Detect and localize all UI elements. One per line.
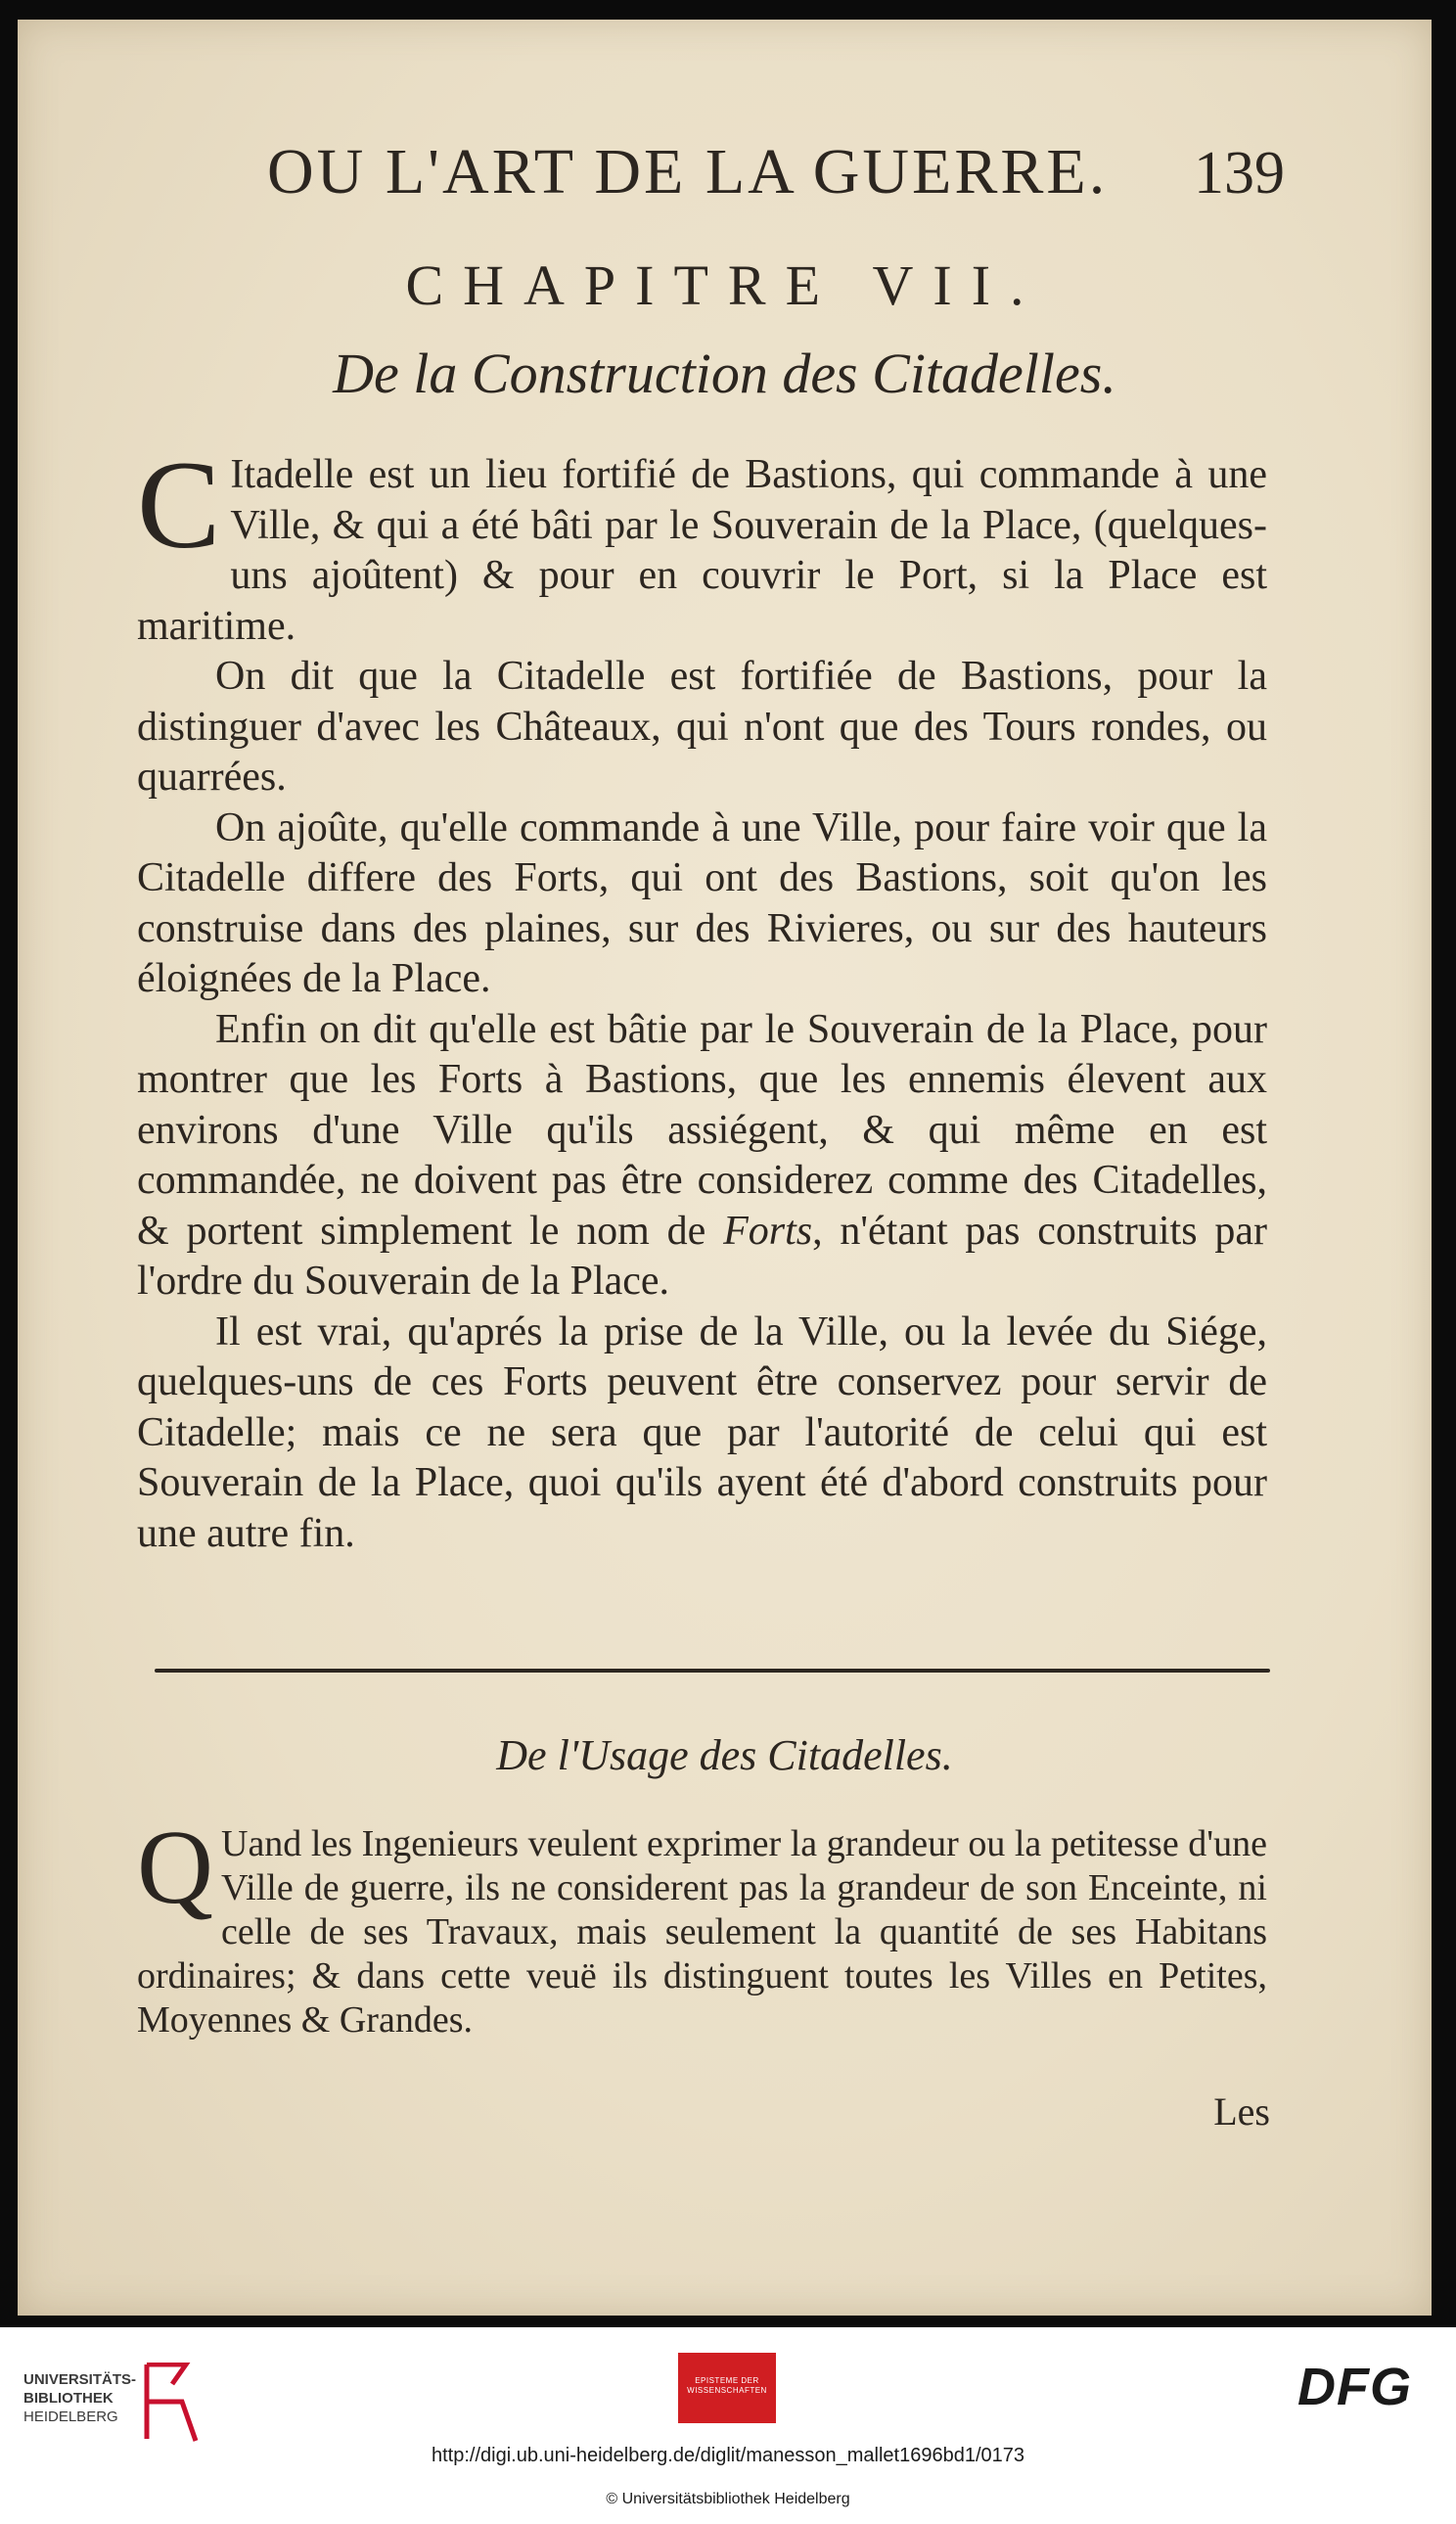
book-page xyxy=(18,20,1432,2316)
library-emblem-icon xyxy=(143,2363,202,2443)
paragraph xyxy=(137,1308,1267,1560)
page-number: 139 xyxy=(1194,140,1285,207)
dropcap: C xyxy=(137,436,221,574)
paragraph xyxy=(137,803,1267,1005)
university-library-name xyxy=(23,2370,139,2426)
paragraph xyxy=(137,1005,1267,1308)
dfg-logo[interactable]: DFG xyxy=(1297,2358,1412,2416)
running-title: OU L'ART DE LA GUERRE. xyxy=(267,136,1109,207)
catchword: Les xyxy=(1213,2089,1270,2134)
paragraph-text: On ajoûte, qu'elle commande à une Ville, pour faire voir que la Citadelle differe des Forts, qui ont des Bastions, soit qu'on les construise dans des plaines, sur des Rivieres, ou sur des hauteurs éloignées de la Place. xyxy=(137,804,1267,1001)
uni-name-line: UNIVERSITÄTS- xyxy=(23,2371,137,2388)
paragraph-text: Il est vrai, qu'aprés la prise de la Ville, ou la levée du Siége, quelques-uns de ces Forts peuvent être conservez pour servir de Citadelle; mais ce ne sera que par l'autorité de celui qui est Souverain de la Place, quoi qu'ils ayent été d'abord construits pour une autre fin. xyxy=(137,1308,1267,1556)
section-title-construction: De la Construction des Citadelles. xyxy=(333,342,1116,405)
chapter-heading: CHAPITRE VII. xyxy=(405,253,1044,317)
emphasis-forts: Forts xyxy=(723,1208,813,1254)
paragraph xyxy=(137,652,1267,803)
episteme-text: EPISTEME DER WISSENSCHAFTEN xyxy=(687,2376,767,2395)
copyright-notice: © Universitätsbibliothek Heidelberg xyxy=(606,2491,850,2507)
permalink[interactable]: http://digi.ub.uni-heidelberg.de/diglit/manesson_mallet1696bd1/0173 xyxy=(432,2445,1024,2466)
episteme-logo[interactable] xyxy=(678,2353,776,2423)
footer-bar xyxy=(0,2347,1456,2524)
section-title-usage: De l'Usage des Citadelles. xyxy=(496,1731,953,1779)
section-body-construction xyxy=(137,436,1267,1559)
running-head xyxy=(267,135,1285,233)
paragraph-text: On dit que la Citadelle est fortifiée de Bastions, pour la distinguer d'avec les Châteaux, qui n'ont que des Tours rondes, ou quarrées. xyxy=(137,654,1267,800)
uni-name-line: HEIDELBERG xyxy=(23,2409,118,2425)
section-divider xyxy=(155,1669,1270,1673)
uni-name-line: BIBLIOTHEK xyxy=(23,2390,114,2407)
dropcap: Q xyxy=(137,1810,213,1926)
paragraph-text: Uand les Ingenieurs veulent exprimer la grandeur ou la petitesse d'une Ville de guerre, ils ne considerent pas la grandeur de son Enceinte, ni celle de ses Travaux, mais seulement la quantité de ses Habitans ordinaires; & dans cette veuë ils distinguent toutes les Villes en Petites, Moyennes & Grandes. xyxy=(137,1823,1267,2041)
paragraph xyxy=(137,436,1267,652)
paragraph-text-tail: , n'étant pas construits par l'ordre du Souverain de la Place. xyxy=(137,1208,1267,1304)
paragraph-text: Itadelle est un lieu fortifié de Bastions, qui commande à une Ville, & qui a été bâti par le Souverain de la Place, (quelques-uns ajoûtent) & pour en couvrir le Port, si la Place est maritime. xyxy=(137,452,1267,649)
section-body-usage xyxy=(137,1810,1267,2042)
paragraph-text: Enfin on dit qu'elle est bâtie par le Souverain de la Place, pour montrer que les Forts à Bastions, que les ennemis élevent aux environs d'une Ville qu'ils assiégent, & qui même en est commandée, ne doivent pas être considerez comme des Citadelles, & portent simplement le nom de xyxy=(137,1006,1267,1254)
paragraph xyxy=(137,1810,1267,2042)
